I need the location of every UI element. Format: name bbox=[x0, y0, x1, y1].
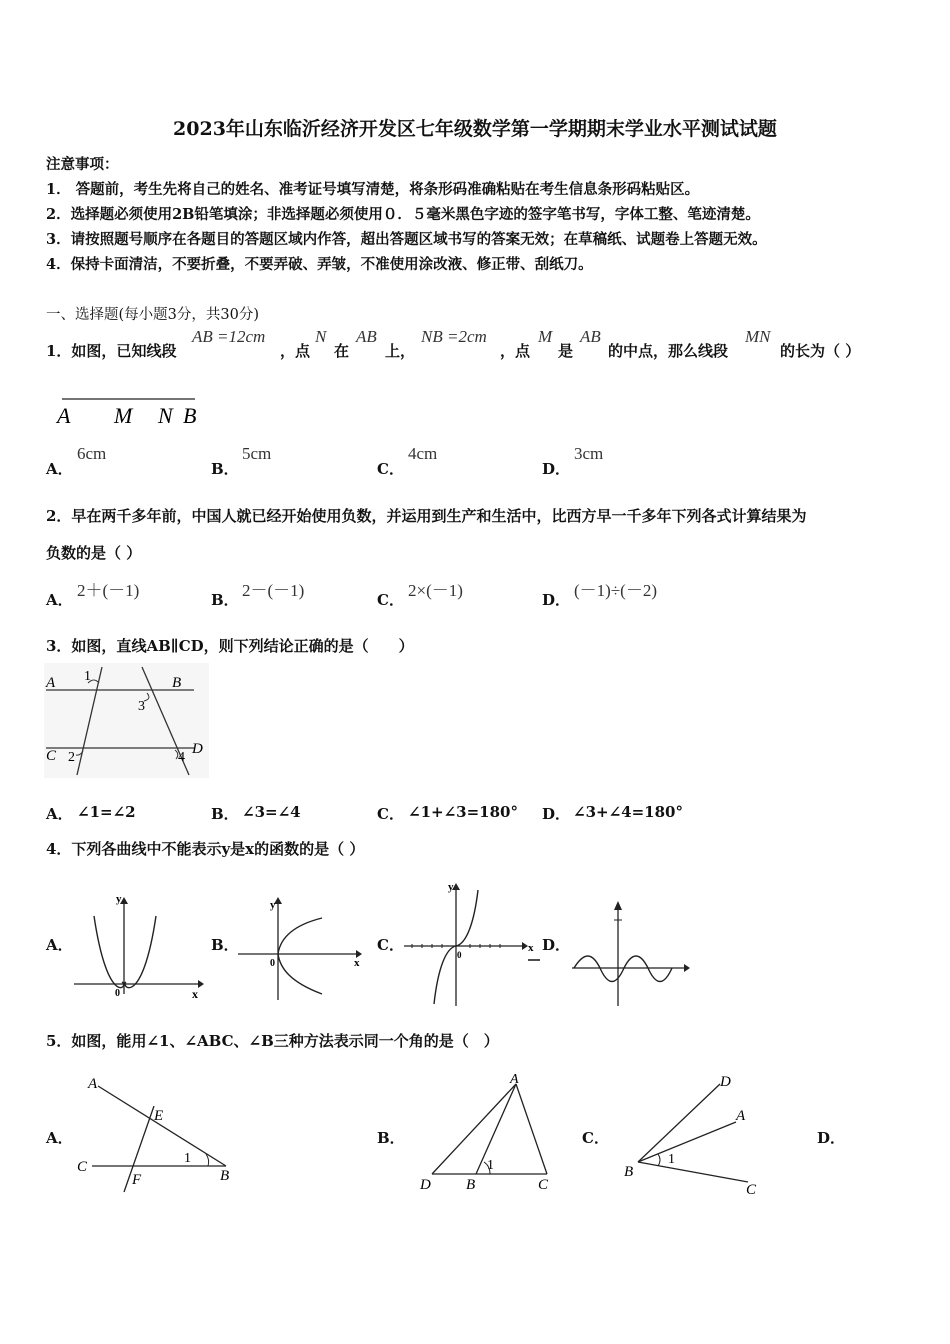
q3-parallel-lines-figure bbox=[44, 663, 209, 778]
q3-option-d-value: ∠3+∠4=180° bbox=[573, 803, 683, 821]
q1-math-ab-2: AB bbox=[580, 327, 601, 346]
q1-option-b-letter: B． bbox=[211, 460, 239, 478]
q1-text-3: 在 bbox=[334, 342, 350, 360]
q4-graph-d bbox=[526, 896, 696, 1011]
q4-option-a-letter: A． bbox=[46, 936, 73, 954]
q3-label-b: B bbox=[172, 675, 182, 691]
q2-option-a-letter: A． bbox=[46, 591, 73, 609]
q5-option-c-letter: C． bbox=[582, 1129, 609, 1147]
q5c-label-a: A bbox=[736, 1108, 746, 1124]
q1-text-5: ，点 bbox=[500, 342, 531, 360]
q4-graph-b bbox=[234, 892, 369, 1004]
q3-option-a-letter: A． bbox=[46, 805, 73, 823]
q4-option-d-letter: D． bbox=[542, 936, 571, 954]
q5a-label-a: A bbox=[88, 1076, 98, 1092]
q4c-x-label: x bbox=[528, 942, 534, 954]
q1-label-a: A bbox=[57, 403, 71, 428]
q3-option-a-value: ∠1=∠2 bbox=[77, 803, 136, 821]
page-title: 2023年山东临沂经济开发区七年级数学第一学期期末学业水平测试试题 bbox=[173, 118, 777, 140]
note-item-1: 1． 答题前，考生先将自己的姓名、准考证号填写清楚，将条形码准确粘贴在考生信息条形码粘贴区。 bbox=[46, 181, 700, 198]
q5c-label-d: D bbox=[720, 1074, 731, 1090]
q5c-label-c: C bbox=[746, 1182, 757, 1198]
q4-text: 4．下列各曲线中不能表示y是x的函数的是（ ） bbox=[46, 840, 365, 858]
notes-heading: 注意事项： bbox=[46, 156, 119, 173]
q1-text-2: ，点 bbox=[280, 342, 311, 360]
q3-text: 3．如图，直线AB∥CD，则下列结论正确的是（ ） bbox=[46, 637, 414, 655]
q1-label-n: N bbox=[158, 403, 173, 428]
section-heading: 一、选择题(每小题3分，共30分) bbox=[46, 307, 259, 323]
q4b-y-label: y bbox=[270, 899, 276, 911]
note-item-4: 4．保持卡面清洁，不要折叠，不要弄破、弄皱，不准使用涂改液、修正带、刮纸刀。 bbox=[46, 256, 593, 273]
q5b-label-b: B bbox=[466, 1177, 476, 1193]
q1-text-1: 1．如图，已知线段 bbox=[46, 342, 177, 360]
q1-option-a-value: 6cm bbox=[77, 444, 107, 463]
q1-math-mn: MN bbox=[745, 327, 771, 346]
q2-option-b-letter: B． bbox=[211, 591, 239, 609]
q5-option-d-letter: D． bbox=[817, 1129, 846, 1147]
q4b-x-label: x bbox=[354, 957, 360, 969]
q1-text-4: 上， bbox=[385, 342, 416, 360]
q4a-x-label: x bbox=[192, 987, 198, 1000]
q5c-angle-1: 1 bbox=[668, 1152, 675, 1167]
q3-option-b-letter: B． bbox=[211, 805, 239, 823]
q2-option-c-value: 2×(－1) bbox=[408, 581, 463, 600]
q2-text-line1: 2．早在两千多年前，中国人就已经开始使用负数，并运用到生产和生活中，比西方早一千多年下列各式计算结果为 bbox=[46, 507, 807, 525]
q2-option-b-value: 2－(－1) bbox=[242, 581, 305, 600]
q4-graph-a bbox=[70, 890, 205, 1000]
q1-option-d-value: 3cm bbox=[574, 444, 604, 463]
q1-label-m: M bbox=[114, 403, 133, 428]
q3-label-d: D bbox=[192, 741, 203, 757]
q5a-label-c: C bbox=[77, 1159, 88, 1175]
q5b-angle-1: 1 bbox=[487, 1158, 494, 1173]
q5-option-a-letter: A． bbox=[46, 1129, 73, 1147]
q1-segment-figure bbox=[50, 392, 220, 432]
q2-option-d-letter: D． bbox=[542, 591, 571, 609]
q4-option-c-letter: C． bbox=[377, 936, 404, 954]
q4-option-b-letter: B． bbox=[211, 936, 239, 954]
q2-text-line2: 负数的是（ ） bbox=[46, 544, 142, 562]
q4b-origin: 0 bbox=[270, 958, 275, 969]
q5c-label-b: B bbox=[624, 1164, 634, 1180]
q2-option-d-value: (－1)÷(－2) bbox=[574, 581, 657, 600]
q1-option-c-value: 4cm bbox=[408, 444, 438, 463]
q5a-label-f: F bbox=[132, 1172, 142, 1188]
q3-option-b-value: ∠3=∠4 bbox=[242, 803, 301, 821]
q1-math-m: M bbox=[538, 327, 553, 346]
q4-graph-c bbox=[400, 878, 540, 1010]
q1-option-d-letter: D． bbox=[542, 460, 571, 478]
q1-option-b-value: 5cm bbox=[242, 444, 272, 463]
q5-text: 5．如图，能用∠1、∠ABC、∠B三种方法表示同一个角的是（ ） bbox=[46, 1032, 499, 1050]
q2-option-a-value: 2＋(－1) bbox=[77, 581, 140, 600]
q1-text-6: 是 bbox=[558, 342, 574, 360]
q1-text-7: 的中点，那么线段 bbox=[608, 342, 729, 360]
q1-math-nb2: NB =2cm bbox=[421, 327, 487, 346]
q1-label-b: B bbox=[183, 403, 197, 428]
q5a-angle-1: 1 bbox=[184, 1151, 191, 1166]
q3-option-c-letter: C． bbox=[377, 805, 404, 823]
q5-figure-b bbox=[410, 1070, 570, 1195]
q1-math-n: N bbox=[315, 327, 327, 346]
q1-option-c-letter: C． bbox=[377, 460, 404, 478]
q3-option-c-value: ∠1+∠3=180° bbox=[408, 803, 518, 821]
q3-angle-2: 2 bbox=[68, 750, 75, 765]
q1-text-8: 的长为（ ） bbox=[780, 342, 861, 360]
q5b-label-d: D bbox=[420, 1177, 431, 1193]
q3-angle-3: 3 bbox=[138, 699, 145, 714]
q4a-origin: 0 bbox=[115, 988, 120, 999]
note-item-3: 3．请按照题号顺序在各题目的答题区域内作答，超出答题区域书写的答案无效；在草稿纸、试题卷上答题无效。 bbox=[46, 231, 767, 248]
q3-angle-1: 1 bbox=[84, 669, 91, 684]
q3-label-c: C bbox=[46, 748, 57, 764]
note-item-2: 2．选择题必须使用2B铅笔填涂；非选择题必须使用０．５毫米黑色字迹的签字笔书写，字体工整、笔迹清楚。 bbox=[46, 206, 760, 223]
q5a-label-b: B bbox=[220, 1168, 230, 1184]
q4c-y-label: y bbox=[448, 881, 454, 893]
q1-math-ab12: AB =12cm bbox=[192, 327, 266, 346]
q4a-y-label: y bbox=[116, 893, 122, 905]
q3-option-d-letter: D． bbox=[542, 805, 571, 823]
q1-math-ab: AB bbox=[356, 327, 377, 346]
q5a-label-e: E bbox=[154, 1108, 164, 1124]
q4c-origin: 0 bbox=[457, 950, 462, 960]
q3-label-a: A bbox=[46, 675, 56, 691]
q2-option-c-letter: C． bbox=[377, 591, 404, 609]
q1-option-a-letter: A． bbox=[46, 460, 73, 478]
q5b-label-a: A bbox=[510, 1072, 519, 1087]
q5b-label-c: C bbox=[538, 1177, 549, 1193]
q5-figure-c bbox=[620, 1068, 770, 1200]
q3-angle-4: 4 bbox=[178, 750, 185, 765]
q5-figure-a bbox=[72, 1070, 242, 1195]
q5-option-b-letter: B． bbox=[377, 1129, 405, 1147]
